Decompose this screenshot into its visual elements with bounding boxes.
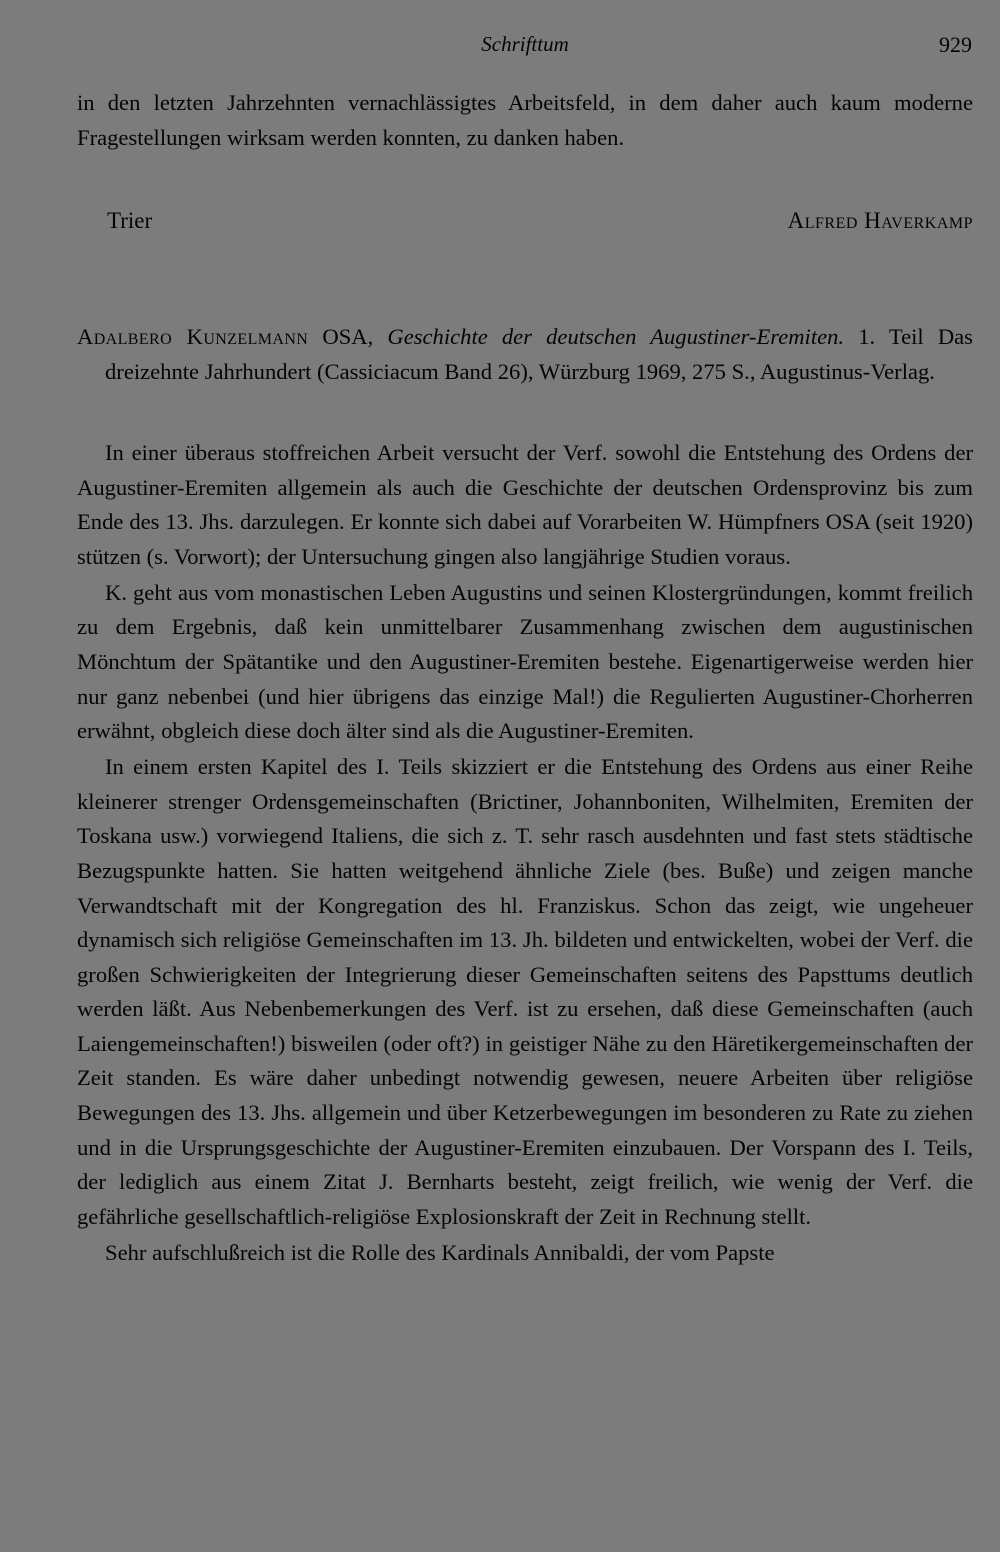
signature-author: Alfred Haverkamp — [787, 208, 973, 233]
running-title: Schrifttum — [481, 32, 569, 56]
body-paragraph: In einem ersten Kapitel des I. Teils skizziert er die Entstehung des Ordens aus einer Reihe kleinerer strenger Ordensgemeinschaften (Brictiner, Johannboniten, Wilhelmiten, Eremiten der Toskana usw.) vorwiegend Italiens, die sich z. T. sehr rasch ausdehnten und fast stets städtische Bezugspunkte hatten. Sie hatten weitgehend ähnliche Ziele (bes. Buße) und zeigen manche Verwandtschaft mit der Kongregation des hl. Franziskus. Schon das zeigt, wie ungeheuer dynamisch sich religiöse Gemeinschaften im 13. Jh. bildeten und entwickelten, wobei der Verf. die großen Schwierigkeiten der Integrierung dieser Gemeinschaften seitens des Papsttums deutlich werden läßt. Aus Nebenbemerkungen des Verf. ist zu ersehen, daß diese Gemeinschaften (auch Laiengemeinschaften!) bisweilen (oder oft?) in geistiger Nähe zu den Häretikergemeinschaften der Zeit standen. Es wäre daher unbedingt notwendig gewesen, neuere Arbeiten über religiöse Bewegungen des 13. Jhs. allgemein und über Ketzerbewegungen im besonderen zu Rate zu ziehen und in die Ursprungsgeschichte der Augustiner-Eremiten einzubauen. Der Vorspann des I. Teils, der lediglich aus einem Zitat J. Bernharts besteht, zeigt freilich, wie wenig der Verf. die gefährliche gesellschaftlich-religiöse Explosionskraft der Zeit in Rechnung stellt. — [77, 754, 973, 1229]
signature-place: Trier — [107, 208, 153, 233]
continued-paragraph — [77, 86, 973, 155]
paragraph-text: in den letzten Jahrzehnten vernachlässigtes Arbeitsfeld, in dem daher auch kaum moderne Fragestellungen wirksam werden konnten, zu danken haben. — [77, 90, 973, 150]
body-paragraph: Sehr aufschlußreich ist die Rolle des Kardinals Annibaldi, der vom Papste — [105, 1239, 775, 1265]
page-number: 929 — [939, 32, 972, 57]
review-citation — [77, 320, 973, 389]
reviewed-details: 1. Teil Das dreizehnte Jahrhundert (Cassiciacum Band 26), Würzburg 1969, 275 S., Augustinus-Verlag. — [105, 324, 973, 384]
review-citation-block — [77, 320, 973, 389]
body-paragraph: In einer überaus stoffreichen Arbeit versucht der Verf. sowohl die Entstehung des Ordens der Augustiner-Eremiten allgemein als auch die Geschichte der deutschen Ordensprovinz bis zum Ende des 13. Jhs. darzulegen. Er konnte sich dabei auf Vorarbeiten W. Hümpfners OSA (seit 1920) stützen (s. Vorwort); der Untersuchung gingen also langjährige Studien voraus. — [77, 440, 973, 569]
running-header — [0, 30, 1000, 62]
reviewed-author: Adalbero Kunzelmann — [77, 324, 309, 349]
reviewed-title: Geschichte der deutschen Augustiner-Eremiten. — [387, 324, 845, 349]
body-paragraph: K. geht aus vom monastischen Leben Augustins und seinen Klostergründungen, kommt freilich zu dem Ergebnis, daß kein unmittelbarer Zusammenhang zwischen dem augustinischen Mönchtum der Spätantike und den Augustiner-Eremiten bestehe. Eigenartigerweise werden hier nur ganz nebenbei (und hier übrigens das einzige Mal!) die Regulierten Augustiner-Chorherren erwähnt, obgleich diese doch älter sind als die Augustiner-Eremiten. — [77, 579, 973, 744]
reviewed-author-order: OSA, — [308, 324, 388, 349]
review-body — [77, 436, 973, 1270]
